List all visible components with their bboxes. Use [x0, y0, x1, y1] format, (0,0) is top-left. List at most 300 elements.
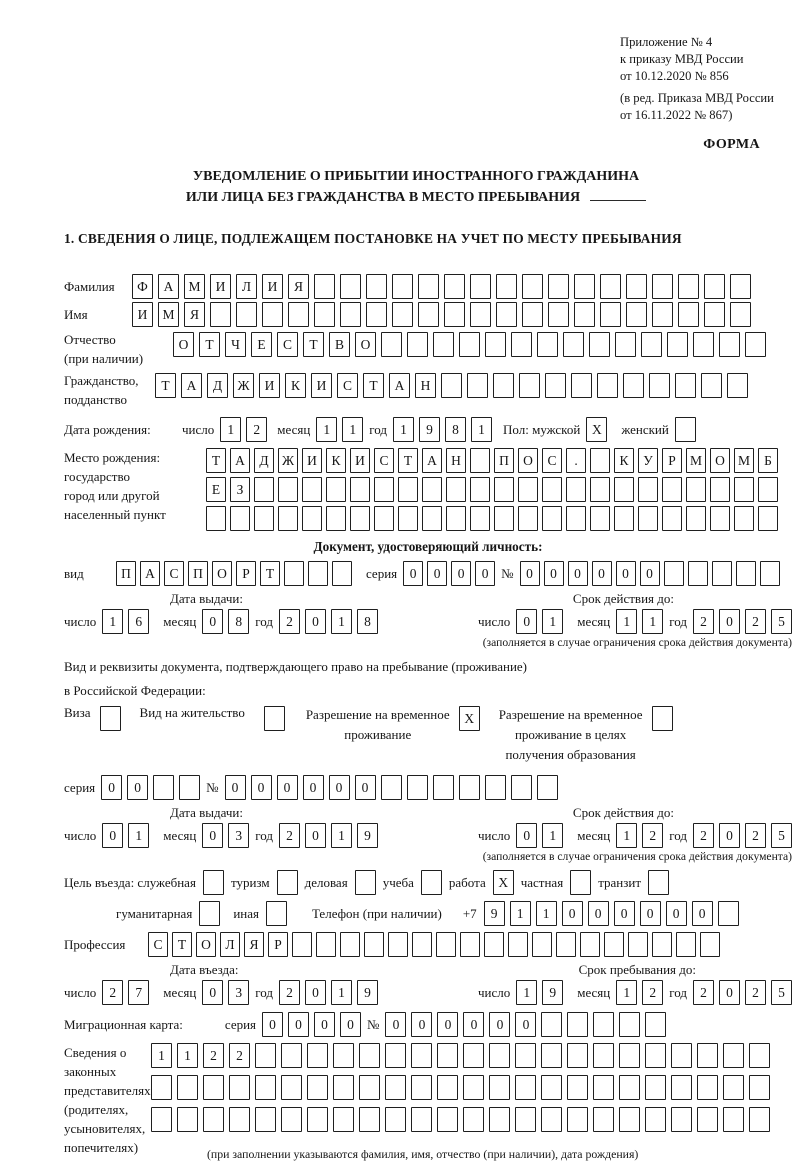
purpose-tourism-checkbox[interactable] — [277, 870, 298, 895]
birthplace-cell[interactable]: Ж — [278, 448, 298, 473]
permit-number-cell[interactable] — [381, 775, 402, 800]
birth-year-cell[interactable]: 1 — [393, 417, 414, 442]
name-cell[interactable] — [392, 302, 413, 327]
representative-cell[interactable] — [489, 1107, 510, 1132]
name-cell[interactable] — [444, 302, 465, 327]
doc-issue-year-cell[interactable]: 1 — [331, 609, 352, 634]
doc-number-cell[interactable]: 0 — [520, 561, 540, 586]
surname-cell[interactable] — [704, 274, 725, 299]
citizenship-cell[interactable] — [675, 373, 696, 398]
birthplace-cell[interactable]: П — [494, 448, 514, 473]
migration-number-cell[interactable] — [619, 1012, 640, 1037]
birthplace-cell[interactable] — [566, 477, 586, 502]
patronymic-cell[interactable] — [667, 332, 688, 357]
representative-cell[interactable] — [515, 1107, 536, 1132]
citizenship-cell[interactable] — [623, 373, 644, 398]
birthplace-cell[interactable] — [470, 477, 490, 502]
surname-cell[interactable] — [470, 274, 491, 299]
citizenship-cell[interactable] — [571, 373, 592, 398]
name-cell[interactable] — [730, 302, 751, 327]
representative-cell[interactable] — [645, 1043, 666, 1068]
permit-number-cell[interactable] — [407, 775, 428, 800]
representative-cell[interactable] — [307, 1043, 328, 1068]
patronymic-cell[interactable] — [381, 332, 402, 357]
name-cell[interactable] — [470, 302, 491, 327]
birthplace-cell[interactable] — [638, 506, 658, 531]
representative-cell[interactable] — [151, 1107, 172, 1132]
representative-cell[interactable] — [411, 1043, 432, 1068]
citizenship-cell[interactable] — [519, 373, 540, 398]
birthplace-cell[interactable] — [230, 506, 250, 531]
doc-series-cell[interactable]: 0 — [451, 561, 471, 586]
representative-cell[interactable] — [437, 1107, 458, 1132]
representative-cell[interactable] — [281, 1075, 302, 1100]
representative-cell[interactable] — [567, 1107, 588, 1132]
entry-month-cell[interactable]: 0 — [202, 980, 223, 1005]
representative-cell[interactable] — [229, 1075, 250, 1100]
representative-cell[interactable] — [385, 1043, 406, 1068]
phone-cell[interactable]: 9 — [484, 901, 505, 926]
profession-cell[interactable] — [340, 932, 360, 957]
permit-number-cell[interactable]: 0 — [251, 775, 272, 800]
citizenship-cell[interactable]: А — [181, 373, 202, 398]
profession-cell[interactable] — [436, 932, 456, 957]
profession-cell[interactable] — [532, 932, 552, 957]
birthplace-cell[interactable] — [518, 506, 538, 531]
citizenship-cell[interactable]: С — [337, 373, 358, 398]
representative-cell[interactable] — [177, 1075, 198, 1100]
birthplace-cell[interactable]: О — [710, 448, 730, 473]
purpose-study-checkbox[interactable] — [421, 870, 442, 895]
doc-kind-cell[interactable] — [332, 561, 352, 586]
birthplace-cell[interactable]: Р — [662, 448, 682, 473]
stay-year-cell[interactable]: 2 — [745, 980, 766, 1005]
stay-year-cell[interactable]: 2 — [693, 980, 714, 1005]
representative-cell[interactable] — [385, 1107, 406, 1132]
doc-kind-cell[interactable]: С — [164, 561, 184, 586]
purpose-other-checkbox[interactable] — [266, 901, 287, 926]
permit-valid-year-cell[interactable]: 0 — [719, 823, 740, 848]
doc-issue-year-cell[interactable]: 2 — [279, 609, 300, 634]
sex-male-checkbox[interactable]: X — [586, 417, 607, 442]
surname-cell[interactable] — [574, 274, 595, 299]
representative-cell[interactable] — [411, 1075, 432, 1100]
birthplace-cell[interactable] — [254, 506, 274, 531]
representative-cell[interactable] — [541, 1043, 562, 1068]
birthplace-cell[interactable] — [350, 477, 370, 502]
citizenship-cell[interactable]: И — [311, 373, 332, 398]
birthplace-cell[interactable] — [494, 506, 514, 531]
representative-cell[interactable] — [463, 1043, 484, 1068]
entry-year-cell[interactable]: 2 — [279, 980, 300, 1005]
birthplace-cell[interactable] — [518, 477, 538, 502]
representative-cell[interactable] — [489, 1043, 510, 1068]
representative-cell[interactable] — [515, 1043, 536, 1068]
representative-cell[interactable]: 2 — [203, 1043, 224, 1068]
stay-year-cell[interactable]: 0 — [719, 980, 740, 1005]
doc-kind-cell[interactable] — [284, 561, 304, 586]
birthplace-cell[interactable]: Т — [398, 448, 418, 473]
representative-cell[interactable] — [333, 1075, 354, 1100]
stay-month-cell[interactable]: 2 — [642, 980, 663, 1005]
patronymic-cell[interactable] — [407, 332, 428, 357]
citizenship-cell[interactable] — [493, 373, 514, 398]
surname-cell[interactable]: А — [158, 274, 179, 299]
birthplace-cell[interactable]: А — [422, 448, 442, 473]
birth-day-cell[interactable]: 1 — [220, 417, 241, 442]
birthplace-cell[interactable] — [398, 506, 418, 531]
birthplace-cell[interactable] — [686, 477, 706, 502]
name-cell[interactable] — [210, 302, 231, 327]
phone-cell[interactable]: 0 — [562, 901, 583, 926]
purpose-private-checkbox[interactable] — [570, 870, 591, 895]
representative-cell[interactable] — [541, 1075, 562, 1100]
migration-number-cell[interactable]: 0 — [385, 1012, 406, 1037]
representative-cell[interactable] — [359, 1107, 380, 1132]
phone-cell[interactable] — [718, 901, 739, 926]
representative-cell[interactable] — [151, 1075, 172, 1100]
permit-issue-month-cell[interactable]: 0 — [202, 823, 223, 848]
birthplace-cell[interactable]: У — [638, 448, 658, 473]
sex-female-checkbox[interactable] — [675, 417, 696, 442]
patronymic-cell[interactable] — [745, 332, 766, 357]
birthplace-cell[interactable]: . — [566, 448, 586, 473]
doc-kind-cell[interactable]: О — [212, 561, 232, 586]
doc-kind-cell[interactable]: Р — [236, 561, 256, 586]
doc-valid-year-cell[interactable]: 2 — [745, 609, 766, 634]
patronymic-cell[interactable]: Ч — [225, 332, 246, 357]
patronymic-cell[interactable]: В — [329, 332, 350, 357]
residence-permit-checkbox[interactable] — [264, 706, 285, 731]
profession-cell[interactable] — [604, 932, 624, 957]
representative-cell[interactable] — [697, 1043, 718, 1068]
permit-issue-year-cell[interactable]: 0 — [305, 823, 326, 848]
doc-number-cell[interactable]: 0 — [568, 561, 588, 586]
surname-cell[interactable]: И — [210, 274, 231, 299]
name-cell[interactable]: Я — [184, 302, 205, 327]
representative-cell[interactable] — [645, 1107, 666, 1132]
name-cell[interactable] — [548, 302, 569, 327]
permit-valid-year-cell[interactable]: 5 — [771, 823, 792, 848]
birthplace-cell[interactable]: К — [614, 448, 634, 473]
name-cell[interactable]: И — [132, 302, 153, 327]
name-cell[interactable] — [704, 302, 725, 327]
patronymic-cell[interactable] — [641, 332, 662, 357]
surname-cell[interactable] — [730, 274, 751, 299]
representative-cell[interactable] — [619, 1075, 640, 1100]
profession-cell[interactable]: Я — [244, 932, 264, 957]
entry-day-cell[interactable]: 7 — [128, 980, 149, 1005]
permit-number-cell[interactable] — [433, 775, 454, 800]
representative-cell[interactable] — [645, 1075, 666, 1100]
permit-valid-day-cell[interactable]: 1 — [542, 823, 563, 848]
profession-cell[interactable] — [700, 932, 720, 957]
birthplace-cell[interactable] — [662, 506, 682, 531]
doc-number-cell[interactable] — [664, 561, 684, 586]
representative-cell[interactable] — [567, 1075, 588, 1100]
permit-number-cell[interactable] — [485, 775, 506, 800]
representative-cell[interactable] — [593, 1043, 614, 1068]
entry-year-cell[interactable]: 0 — [305, 980, 326, 1005]
purpose-work-checkbox[interactable]: X — [493, 870, 514, 895]
permit-issue-year-cell[interactable]: 2 — [279, 823, 300, 848]
representative-cell[interactable] — [749, 1107, 770, 1132]
profession-cell[interactable] — [580, 932, 600, 957]
birthplace-cell[interactable] — [278, 477, 298, 502]
citizenship-cell[interactable]: Ж — [233, 373, 254, 398]
permit-number-cell[interactable] — [459, 775, 480, 800]
name-cell[interactable] — [678, 302, 699, 327]
representative-cell[interactable] — [437, 1043, 458, 1068]
doc-number-cell[interactable]: 0 — [592, 561, 612, 586]
profession-cell[interactable]: Л — [220, 932, 240, 957]
patronymic-cell[interactable]: С — [277, 332, 298, 357]
name-cell[interactable] — [574, 302, 595, 327]
representative-cell[interactable] — [333, 1107, 354, 1132]
name-cell[interactable] — [600, 302, 621, 327]
birth-year-cell[interactable]: 9 — [419, 417, 440, 442]
patronymic-cell[interactable] — [485, 332, 506, 357]
entry-year-cell[interactable]: 9 — [357, 980, 378, 1005]
permit-number-cell[interactable]: 0 — [329, 775, 350, 800]
stay-month-cell[interactable]: 1 — [616, 980, 637, 1005]
migration-series-cell[interactable]: 0 — [288, 1012, 309, 1037]
birthplace-cell[interactable]: Е — [206, 477, 226, 502]
profession-cell[interactable]: О — [196, 932, 216, 957]
doc-number-cell[interactable] — [688, 561, 708, 586]
temp-permit-checkbox[interactable]: X — [459, 706, 480, 731]
birth-month-cell[interactable]: 1 — [342, 417, 363, 442]
birthplace-cell[interactable]: И — [350, 448, 370, 473]
patronymic-cell[interactable] — [433, 332, 454, 357]
birthplace-cell[interactable] — [758, 477, 778, 502]
patronymic-cell[interactable]: О — [173, 332, 194, 357]
permit-number-cell[interactable]: 0 — [225, 775, 246, 800]
doc-kind-cell[interactable]: А — [140, 561, 160, 586]
permit-valid-month-cell[interactable]: 1 — [616, 823, 637, 848]
citizenship-cell[interactable]: Т — [155, 373, 176, 398]
doc-number-cell[interactable]: 0 — [544, 561, 564, 586]
representative-cell[interactable] — [385, 1075, 406, 1100]
birthplace-cell[interactable] — [374, 506, 394, 531]
representative-cell[interactable] — [671, 1043, 692, 1068]
permit-issue-year-cell[interactable]: 9 — [357, 823, 378, 848]
doc-kind-cell[interactable] — [308, 561, 328, 586]
citizenship-cell[interactable] — [649, 373, 670, 398]
purpose-humanitarian-checkbox[interactable] — [199, 901, 220, 926]
citizenship-cell[interactable] — [441, 373, 462, 398]
profession-cell[interactable] — [508, 932, 528, 957]
birthplace-cell[interactable]: Б — [758, 448, 778, 473]
stay-year-cell[interactable]: 5 — [771, 980, 792, 1005]
surname-cell[interactable] — [600, 274, 621, 299]
representative-cell[interactable] — [593, 1107, 614, 1132]
birthplace-cell[interactable]: Н — [446, 448, 466, 473]
profession-cell[interactable] — [388, 932, 408, 957]
birthplace-cell[interactable]: А — [230, 448, 250, 473]
birth-month-cell[interactable]: 1 — [316, 417, 337, 442]
phone-cell[interactable]: 0 — [640, 901, 661, 926]
surname-cell[interactable] — [496, 274, 517, 299]
permit-issue-month-cell[interactable]: 3 — [228, 823, 249, 848]
doc-kind-cell[interactable]: Т — [260, 561, 280, 586]
name-cell[interactable] — [340, 302, 361, 327]
birthplace-cell[interactable] — [614, 506, 634, 531]
representative-cell[interactable] — [541, 1107, 562, 1132]
temp-permit-edu-checkbox[interactable] — [652, 706, 673, 731]
birthplace-cell[interactable]: З — [230, 477, 250, 502]
representative-cell[interactable] — [489, 1075, 510, 1100]
surname-cell[interactable]: И — [262, 274, 283, 299]
permit-valid-year-cell[interactable]: 2 — [693, 823, 714, 848]
doc-valid-month-cell[interactable]: 1 — [642, 609, 663, 634]
representative-cell[interactable] — [749, 1043, 770, 1068]
migration-number-cell[interactable] — [541, 1012, 562, 1037]
phone-cell[interactable]: 0 — [588, 901, 609, 926]
birthplace-cell[interactable] — [326, 506, 346, 531]
profession-cell[interactable] — [364, 932, 384, 957]
representative-cell[interactable] — [723, 1107, 744, 1132]
doc-valid-day-cell[interactable]: 1 — [542, 609, 563, 634]
surname-cell[interactable] — [340, 274, 361, 299]
doc-issue-day-cell[interactable]: 6 — [128, 609, 149, 634]
birthplace-cell[interactable]: М — [734, 448, 754, 473]
birthplace-cell[interactable] — [254, 477, 274, 502]
representative-cell[interactable]: 2 — [229, 1043, 250, 1068]
permit-number-cell[interactable]: 0 — [303, 775, 324, 800]
representative-cell[interactable] — [255, 1107, 276, 1132]
doc-issue-month-cell[interactable]: 0 — [202, 609, 223, 634]
doc-valid-year-cell[interactable]: 5 — [771, 609, 792, 634]
birthplace-cell[interactable] — [710, 477, 730, 502]
doc-number-cell[interactable]: 0 — [616, 561, 636, 586]
doc-kind-cell[interactable]: П — [188, 561, 208, 586]
doc-valid-month-cell[interactable]: 1 — [616, 609, 637, 634]
name-cell[interactable] — [288, 302, 309, 327]
patronymic-cell[interactable]: Т — [303, 332, 324, 357]
patronymic-cell[interactable]: Е — [251, 332, 272, 357]
name-cell[interactable] — [418, 302, 439, 327]
representative-cell[interactable] — [281, 1107, 302, 1132]
birthplace-cell[interactable] — [302, 477, 322, 502]
birthplace-cell[interactable] — [614, 477, 634, 502]
citizenship-cell[interactable]: К — [285, 373, 306, 398]
migration-number-cell[interactable] — [567, 1012, 588, 1037]
surname-cell[interactable] — [522, 274, 543, 299]
birthplace-cell[interactable] — [302, 506, 322, 531]
surname-cell[interactable]: Л — [236, 274, 257, 299]
surname-cell[interactable] — [314, 274, 335, 299]
doc-series-cell[interactable]: 0 — [403, 561, 423, 586]
phone-cell[interactable]: 1 — [536, 901, 557, 926]
representative-cell[interactable] — [359, 1075, 380, 1100]
birthplace-cell[interactable]: И — [302, 448, 322, 473]
purpose-transit-checkbox[interactable] — [648, 870, 669, 895]
birthplace-cell[interactable] — [422, 477, 442, 502]
representative-cell[interactable] — [619, 1043, 640, 1068]
permit-series-cell[interactable] — [179, 775, 200, 800]
profession-cell[interactable] — [412, 932, 432, 957]
representative-cell[interactable] — [359, 1043, 380, 1068]
phone-cell[interactable]: 0 — [692, 901, 713, 926]
permit-series-cell[interactable] — [153, 775, 174, 800]
birth-day-cell[interactable]: 2 — [246, 417, 267, 442]
patronymic-cell[interactable] — [589, 332, 610, 357]
birthplace-cell[interactable] — [734, 506, 754, 531]
migration-series-cell[interactable]: 0 — [262, 1012, 283, 1037]
profession-cell[interactable] — [652, 932, 672, 957]
permit-valid-month-cell[interactable]: 2 — [642, 823, 663, 848]
patronymic-cell[interactable]: О — [355, 332, 376, 357]
representative-cell[interactable] — [411, 1107, 432, 1132]
patronymic-cell[interactable] — [719, 332, 740, 357]
representative-cell[interactable] — [307, 1107, 328, 1132]
phone-cell[interactable]: 1 — [510, 901, 531, 926]
birthplace-cell[interactable] — [662, 477, 682, 502]
migration-series-cell[interactable]: 0 — [314, 1012, 335, 1037]
birthplace-cell[interactable] — [590, 448, 610, 473]
birthplace-cell[interactable] — [326, 477, 346, 502]
entry-year-cell[interactable]: 1 — [331, 980, 352, 1005]
profession-cell[interactable]: Т — [172, 932, 192, 957]
permit-series-cell[interactable]: 0 — [127, 775, 148, 800]
birthplace-cell[interactable] — [422, 506, 442, 531]
representative-cell[interactable] — [619, 1107, 640, 1132]
citizenship-cell[interactable] — [727, 373, 748, 398]
permit-number-cell[interactable]: 0 — [277, 775, 298, 800]
birthplace-cell[interactable] — [374, 477, 394, 502]
citizenship-cell[interactable]: Д — [207, 373, 228, 398]
permit-valid-year-cell[interactable]: 2 — [745, 823, 766, 848]
doc-series-cell[interactable]: 0 — [427, 561, 447, 586]
patronymic-cell[interactable]: Т — [199, 332, 220, 357]
profession-cell[interactable] — [556, 932, 576, 957]
citizenship-cell[interactable]: Т — [363, 373, 384, 398]
doc-number-cell[interactable] — [760, 561, 780, 586]
birthplace-cell[interactable] — [446, 477, 466, 502]
purpose-official-checkbox[interactable] — [203, 870, 224, 895]
representative-cell[interactable] — [203, 1075, 224, 1100]
birthplace-cell[interactable]: О — [518, 448, 538, 473]
representative-cell[interactable] — [723, 1043, 744, 1068]
stay-day-cell[interactable]: 9 — [542, 980, 563, 1005]
profession-cell[interactable] — [292, 932, 312, 957]
profession-cell[interactable] — [676, 932, 696, 957]
doc-series-cell[interactable]: 0 — [475, 561, 495, 586]
representative-cell[interactable] — [671, 1107, 692, 1132]
birthplace-cell[interactable]: С — [374, 448, 394, 473]
birthplace-cell[interactable]: С — [542, 448, 562, 473]
patronymic-cell[interactable] — [459, 332, 480, 357]
representative-cell[interactable] — [255, 1043, 276, 1068]
doc-issue-day-cell[interactable]: 1 — [102, 609, 123, 634]
patronymic-cell[interactable] — [693, 332, 714, 357]
entry-month-cell[interactable]: 3 — [228, 980, 249, 1005]
patronymic-cell[interactable] — [563, 332, 584, 357]
birthplace-cell[interactable] — [206, 506, 226, 531]
birthplace-cell[interactable] — [446, 506, 466, 531]
profession-cell[interactable]: С — [148, 932, 168, 957]
birth-year-cell[interactable]: 8 — [445, 417, 466, 442]
migration-number-cell[interactable] — [593, 1012, 614, 1037]
surname-cell[interactable] — [678, 274, 699, 299]
citizenship-cell[interactable]: Н — [415, 373, 436, 398]
birthplace-cell[interactable]: К — [326, 448, 346, 473]
name-cell[interactable] — [522, 302, 543, 327]
profession-cell[interactable] — [316, 932, 336, 957]
representative-cell[interactable] — [515, 1075, 536, 1100]
surname-cell[interactable]: Ф — [132, 274, 153, 299]
